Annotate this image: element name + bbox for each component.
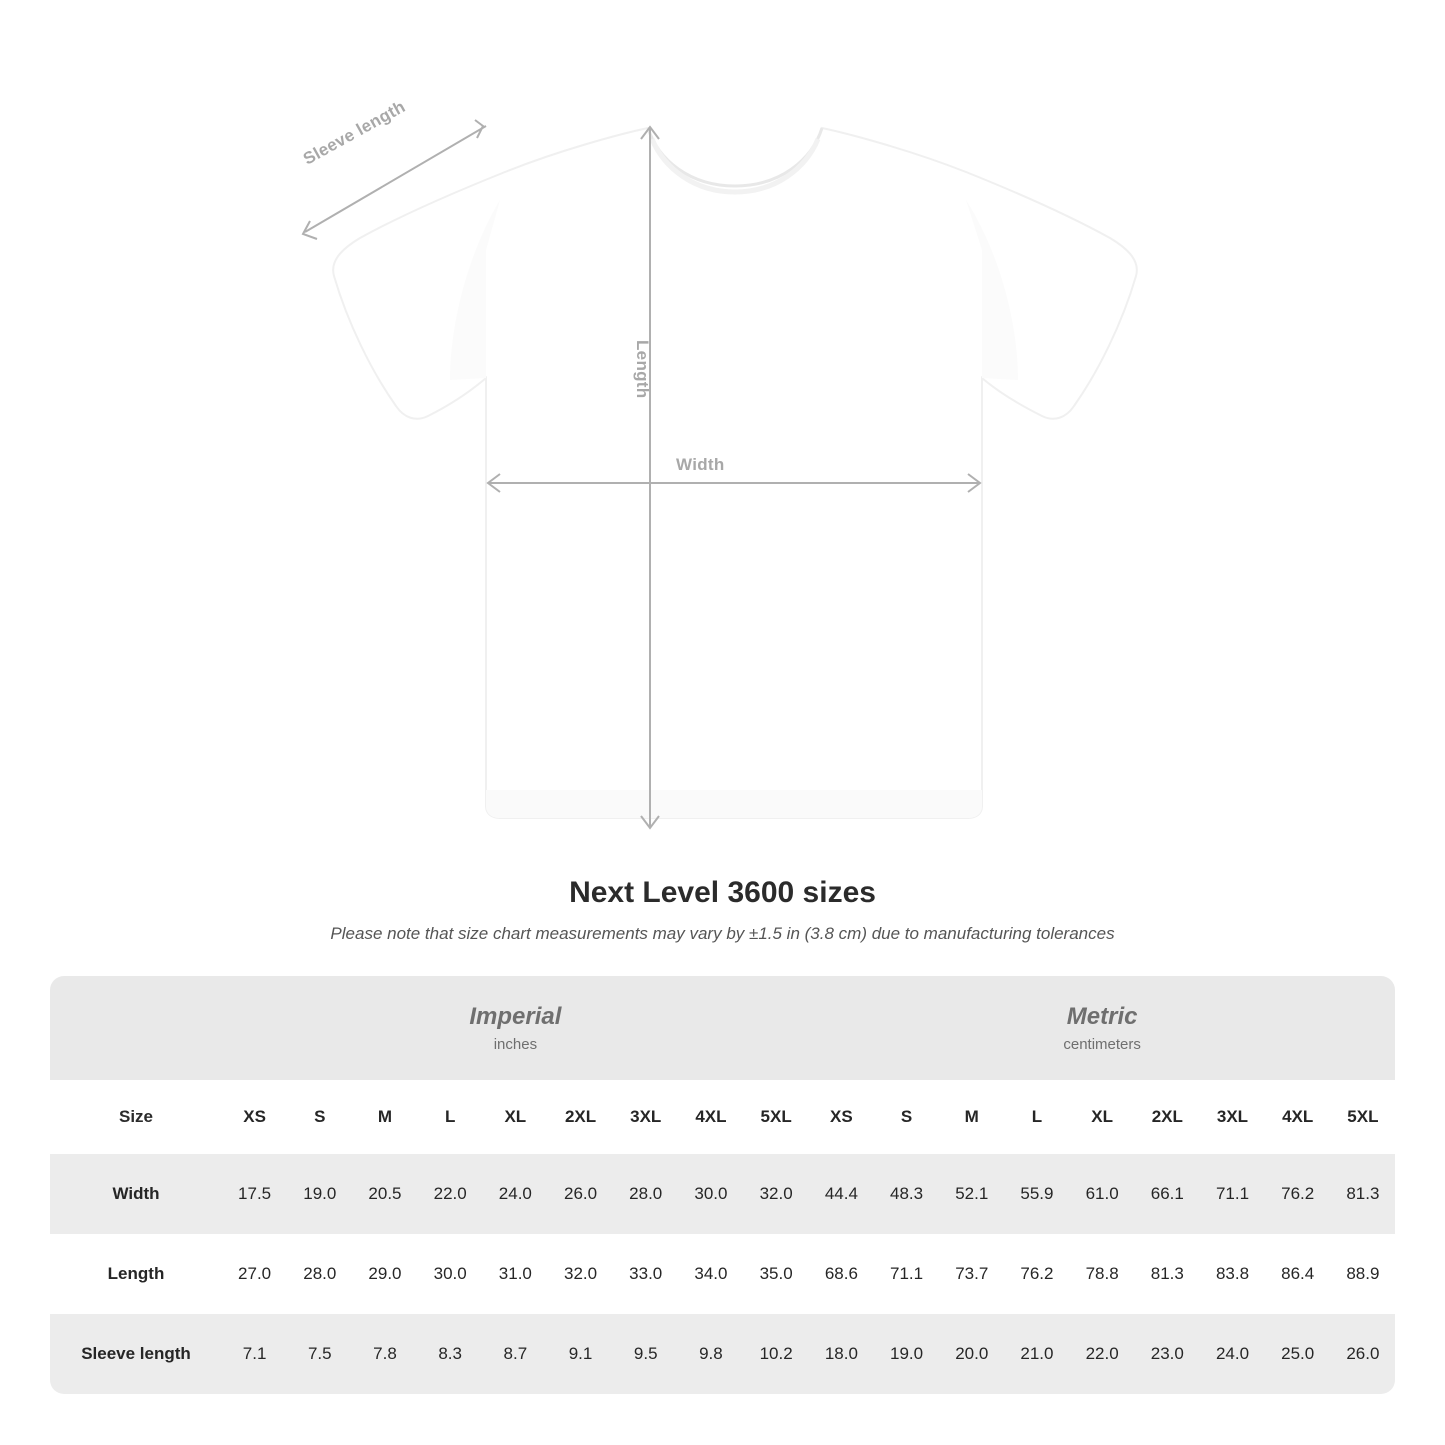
unit-imperial (222, 976, 809, 1080)
cell-length-9: 68.6 (809, 1234, 874, 1314)
table-row (50, 1234, 1395, 1314)
cell-sleeve-7: 9.8 (678, 1314, 743, 1394)
cell-sleeve-1: 7.5 (287, 1314, 352, 1394)
cell-length-7: 34.0 (678, 1234, 743, 1314)
cell-sleeve-13: 22.0 (1070, 1314, 1135, 1394)
cell-width-10: 48.3 (874, 1154, 939, 1234)
cell-length-16: 86.4 (1265, 1234, 1330, 1314)
row-label-sleeve-length: Sleeve length (50, 1314, 222, 1394)
cell-width-0: 17.5 (222, 1154, 287, 1234)
unit-metric-name: Metric (1066, 1002, 1138, 1030)
cell-sleeve-0: 7.1 (222, 1314, 287, 1394)
cell-width-8: 32.0 (744, 1154, 809, 1234)
cell-sleeve-2: 7.8 (352, 1314, 417, 1394)
cell-length-13: 78.8 (1070, 1234, 1135, 1314)
cell-sleeve-16: 25.0 (1265, 1314, 1330, 1394)
cell-sleeve-3: 8.3 (418, 1314, 483, 1394)
title-block (0, 876, 1445, 944)
col-header-5xl-imp: 5XL (744, 1080, 809, 1154)
cell-width-7: 30.0 (678, 1154, 743, 1234)
cell-width-17: 81.3 (1330, 1154, 1395, 1234)
cell-sleeve-8: 10.2 (744, 1314, 809, 1394)
cell-length-0: 27.0 (222, 1234, 287, 1314)
col-header-2xl-imp: 2XL (548, 1080, 613, 1154)
col-header-l-imp: L (418, 1080, 483, 1154)
unit-imperial-sub: inches (493, 1036, 538, 1054)
unit-metric-sub: centimeters (1063, 1036, 1141, 1054)
col-header-m-met: M (939, 1080, 1004, 1154)
cell-length-3: 30.0 (418, 1234, 483, 1314)
cell-width-13: 61.0 (1070, 1154, 1135, 1234)
cell-length-4: 31.0 (483, 1234, 548, 1314)
cell-sleeve-15: 24.0 (1200, 1314, 1265, 1394)
table-row (50, 1314, 1395, 1394)
col-header-xl-imp: XL (483, 1080, 548, 1154)
cell-length-6: 33.0 (613, 1234, 678, 1314)
unit-imperial-name: Imperial (469, 1002, 562, 1030)
cell-sleeve-6: 9.5 (613, 1314, 678, 1394)
size-table-wrapper (50, 976, 1395, 1394)
cell-width-16: 76.2 (1265, 1154, 1330, 1234)
table-row (50, 1154, 1395, 1234)
cell-length-5: 32.0 (548, 1234, 613, 1314)
width-label: Width (676, 455, 725, 474)
cell-sleeve-11: 20.0 (939, 1314, 1004, 1394)
size-header-row (50, 1080, 1395, 1154)
cell-width-15: 71.1 (1200, 1154, 1265, 1234)
cell-sleeve-14: 23.0 (1135, 1314, 1200, 1394)
cell-sleeve-9: 18.0 (809, 1314, 874, 1394)
cell-sleeve-5: 9.1 (548, 1314, 613, 1394)
cell-width-11: 52.1 (939, 1154, 1004, 1234)
cell-length-15: 83.8 (1200, 1234, 1265, 1314)
cell-width-3: 22.0 (418, 1154, 483, 1234)
col-header-5xl-met: 5XL (1330, 1080, 1395, 1154)
cell-width-12: 55.9 (1004, 1154, 1069, 1234)
col-header-2xl-met: 2XL (1135, 1080, 1200, 1154)
cell-sleeve-4: 8.7 (483, 1314, 548, 1394)
cell-length-8: 35.0 (744, 1234, 809, 1314)
cell-length-2: 29.0 (352, 1234, 417, 1314)
col-header-4xl-met: 4XL (1265, 1080, 1330, 1154)
col-header-xl-met: XL (1070, 1080, 1135, 1154)
cell-width-5: 26.0 (548, 1154, 613, 1234)
row-label-length: Length (50, 1234, 222, 1314)
cell-width-2: 20.5 (352, 1154, 417, 1234)
cell-length-10: 71.1 (874, 1234, 939, 1314)
cell-sleeve-12: 21.0 (1004, 1314, 1069, 1394)
cell-width-14: 66.1 (1135, 1154, 1200, 1234)
col-header-s-met: S (874, 1080, 939, 1154)
cell-length-14: 81.3 (1135, 1234, 1200, 1314)
col-header-m-imp: M (352, 1080, 417, 1154)
size-table (50, 976, 1395, 1394)
cell-length-11: 73.7 (939, 1234, 1004, 1314)
row-header-size: Size (50, 1080, 222, 1154)
sleeve-length-label: Sleeve length (300, 96, 409, 169)
cell-width-4: 24.0 (483, 1154, 548, 1234)
tolerance-note: Please note that size chart measurements may vary by ±1.5 in (3.8 cm) due to manufacturing tolerances (330, 924, 1115, 943)
cell-length-12: 76.2 (1004, 1234, 1069, 1314)
cell-length-17: 88.9 (1330, 1234, 1395, 1314)
col-header-3xl-imp: 3XL (613, 1080, 678, 1154)
col-header-4xl-imp: 4XL (678, 1080, 743, 1154)
col-header-xs-imp: XS (222, 1080, 287, 1154)
page-title: Next Level 3600 sizes (569, 876, 876, 909)
unit-metric (809, 976, 1395, 1080)
col-header-3xl-met: 3XL (1200, 1080, 1265, 1154)
col-header-xs-met: XS (809, 1080, 874, 1154)
cell-sleeve-17: 26.0 (1330, 1314, 1395, 1394)
cell-width-1: 19.0 (287, 1154, 352, 1234)
unit-header-row (50, 976, 1395, 1080)
cell-width-9: 44.4 (809, 1154, 874, 1234)
cell-length-1: 28.0 (287, 1234, 352, 1314)
col-header-l-met: L (1004, 1080, 1069, 1154)
cell-sleeve-10: 19.0 (874, 1314, 939, 1394)
length-label: Length (633, 340, 652, 399)
col-header-s-imp: S (287, 1080, 352, 1154)
unit-spacer (50, 976, 222, 1080)
row-label-width: Width (50, 1154, 222, 1234)
cell-width-6: 28.0 (613, 1154, 678, 1234)
